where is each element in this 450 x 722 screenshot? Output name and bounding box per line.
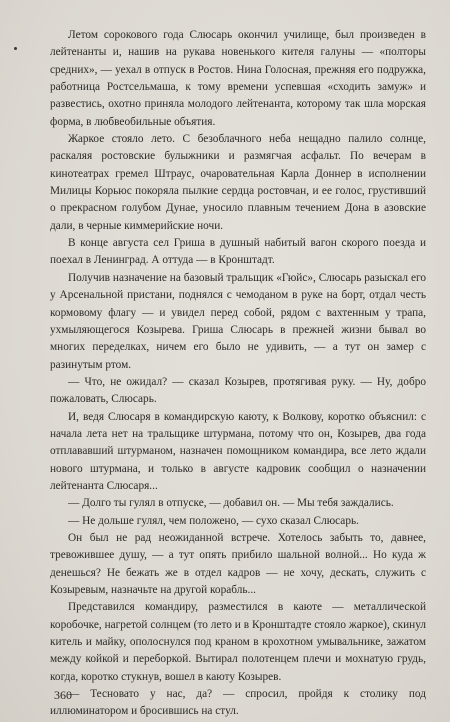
dialogue-line: — Что, не ожидал? — сказал Козырев, протягивая руку. — Ну, добро пожаловать, Слюсарь.: [50, 375, 426, 406]
paragraph: В конце августа сел Гриша в душный набитый вагон скорого поезда и поехал в Ленинград. А оттуда — в Кронштадт.: [50, 237, 426, 267]
dialogue-line: — Тесновато у нас, да? — спросил, пройдя к столику под иллюминатором и бросившись на стул.: [50, 688, 426, 718]
dialogue-line: — Не дольше гулял, чем положено, — сухо сказал Слюсарь.: [68, 514, 359, 527]
page-body: [50, 27, 426, 721]
paragraph: И, ведя Слюсаря в командирскую каюту, к Волкову, коротко объяснил: с начала лета нет на тральщике штурмана, потому что он, Козырев, два года отплававший штурманом, назначен помощником командира, все лето ждали нового штурмана, и только в августе кадровик сообщил о назначении лейтенанта Слюсаря...: [50, 410, 426, 492]
paragraph: Он был не рад неожиданной встрече. Хотелось забыть то, давнее, тревожившее душу, — а тут опять прибило шальной волной... Но куда ж денешься? Не бежать же в отдел кадров — не хочу, дескать, служить с Козыревым, назначьте на другой корабль...: [50, 531, 426, 596]
paragraph: Получив назначение на базовый тральщик «Гюйс», Слюсарь разыскал его у Арсенальной пристани, поднялся с чемоданом в руке на борт, отдал честь кормовому флагу — и увидел перед собой, рядом с вахтенным у трапа, ухмыляющегося Козырева. Гриша Слюсарь в прежней жизни бывал во многих переделках, ничем его было не удивить, — а тут он замер с разинутым ртом.: [50, 271, 426, 371]
paragraph: Представился командиру, разместился в каюте — металлической коробочке, нагретой солнцем (то лето и в Кронштадте стояло жаркое), скинул китель и майку, ополоснулся под краном в крохотном умывальнике, зажатом между койкой и переборкой. Вытирал полотенцем плечи и мохнатую грудь, когда, коротко стукнув, вошел в каюту Козырев.: [50, 601, 426, 683]
paragraph: Летом сорокового года Слюсарь окончил училище, был произведен в лейтенанты и, нашив на рукава новенького кителя галуны — «полторы средних», — уехал в отпуск в Ростов. Нина Голосная, прежняя его подружка, работница Ростсельмаша, к тому времени успевшая «сходить замуж» и развестись, охотно приняла молодого лейтенанта, которому так шла морская форма, в любвеобильные объятия.: [50, 29, 426, 128]
print-speck: [14, 47, 17, 50]
page-number: 360: [54, 688, 72, 702]
paragraph: Жаркое стояло лето. С безоблачного неба нещадно палило солнце, раскаляя ростовские булыжники и размягчая асфальт. По вечерам в кинотеатрах гремел Штраус, очаровательная Карла Доннер в исполнении Милицы Корьюс покоряла пылкие сердца ростовчан, и ее голос, грустивший о прекрасном голубом Дунае, уносило плавным течением Дона в азовские дали, в черные киммерийские ночи.: [50, 133, 426, 232]
dialogue-line: — Долго ты гулял в отпуске, — добавил он. — Мы тебя заждались.: [68, 497, 394, 510]
